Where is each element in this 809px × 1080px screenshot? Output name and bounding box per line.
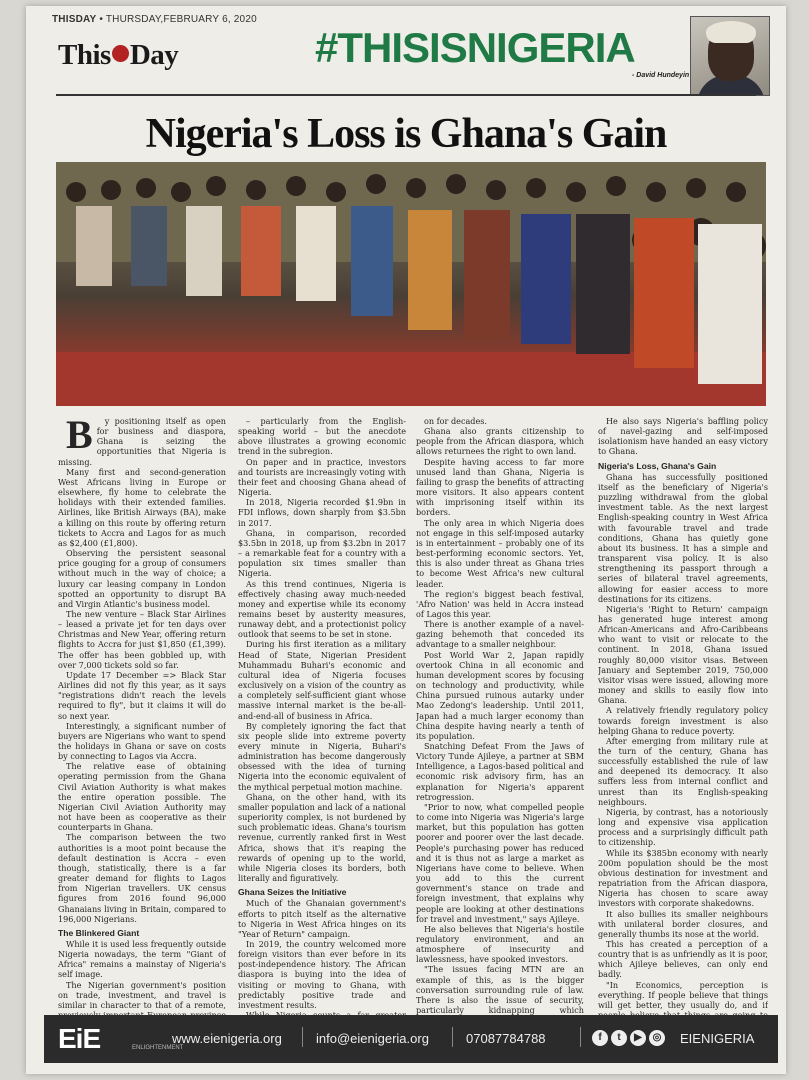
paragraph: The region's biggest beach festival, 'Afro Nation' was held in Accra instead of Lagos this year. xyxy=(416,588,584,619)
paragraph: While its $385bn economy with nearly 200m population should be the most obvious destination for investment and repatriation from the African diaspora, Nigeria has chosen to scare away investors with corporate shakedowns. xyxy=(598,847,768,909)
paragraph: Much of the Ghanaian government's efforts to pitch itself as the alternative to Nigeria in West Africa hinges on its "Year of Return" campaign. xyxy=(238,898,406,939)
social-icons xyxy=(592,1030,665,1046)
article-column-3 xyxy=(416,416,584,1026)
footer-divider xyxy=(580,1027,581,1047)
facebook-icon[interactable]: f xyxy=(592,1030,608,1046)
paragraph: It also bullies its smaller neighbours with unilateral border closures, and generally thumbs its nose at the world. xyxy=(598,908,768,939)
website-link[interactable]: www.eienigeria.org xyxy=(172,1031,282,1046)
instagram-icon[interactable]: ◎ xyxy=(649,1030,665,1046)
paragraph: Despite having access to far more unused land than Ghana, Nigeria is failing to grasp the benefits of attracting more visitors. It also appears content with imprisoning itself within its borders. xyxy=(416,456,584,518)
paragraph: The new venture – Black Star Airlines – leased a private jet for ten days over Christmas and New Year, offering return flights to Accra for just $1,850 (£1,399). The offer has been gobbled up, with over 7,000 tickets sold so far. xyxy=(58,608,226,670)
author-portrait xyxy=(690,16,770,96)
paragraph: There is another example of a navel-gazing behemoth that conceded its advantage to a smaller neighbour. xyxy=(416,619,584,650)
paragraph: This has created a perception of a country that is as unfriendly as it is poor, which Ajileye believes, can only end badly. xyxy=(598,938,768,980)
paragraph: Snatching Defeat From the Jaws of Victory Tunde Ajileye, a partner at SBM Intelligence, a Lagos-based political and economic risk advisory firm, has an explanation for Nigeria's apparent retrogression. xyxy=(416,741,584,802)
article-column-1 xyxy=(58,416,226,1026)
paragraph: The relative ease of obtaining operating permission from the Ghana Civil Aviation Authority is what makes the entire operation possible. The Nigerian Civil Aviation Authority may not have been as cooperative as their counterparts in Ghana. xyxy=(58,761,226,833)
paragraph: "The issues facing MTN are an example of this, as is the bigger conversation surrounding rule of law. There is also the issue of security, particularly kidnapping which xyxy=(416,964,584,1016)
column-byline: - David Hundeyin xyxy=(632,72,690,79)
logo-dot-icon xyxy=(112,45,129,62)
paragraph: Ghana, on the other hand, with its smaller population and lack of a national superiority complex, is not burdened by such problematic ideas. Ghana's tourism revenue, currently ranked first in West Africa, shows that it's reaping the rewards of opening up to the world, while Nigeria closes its borders, both literally and figuratively. xyxy=(238,791,406,884)
dropcap: B xyxy=(66,416,93,457)
paragraph: In 2019, the country welcomed more foreign visitors than ever before in its post-independence history. The African diaspora is buying into the idea of visiting or moving to Ghana, with predictably positive trade and investment results. xyxy=(238,938,406,1010)
paragraph: – particularly from the English-speaking world – but the anecdote above illustrates a growing economic trend in the subregion. xyxy=(238,416,406,457)
eie-tagline: ENLIGHTENMENT xyxy=(132,1045,184,1051)
paragraph: Ghana also grants citizenship to people from the African diaspora, which allows returnees the right to own land. xyxy=(416,426,584,457)
twitter-icon[interactable]: t xyxy=(611,1030,627,1046)
paragraph: Nigeria, by contrast, has a notoriously long and expensive visa application process and a surprisingly difficult path to citizenship. xyxy=(598,806,768,848)
paragraph: y positioning itself as open for business and diaspora, Ghana is seizing the opportunities that Nigeria is missing. xyxy=(58,416,226,467)
thisday-logo: This Day xyxy=(58,39,179,71)
footer-divider xyxy=(302,1027,303,1047)
masthead-rule xyxy=(56,94,756,96)
paragraph: He also says Nigeria's baffling policy of navel-gazing and self-imposed isolationism have handed an easy victory to Ghana. xyxy=(598,416,768,457)
paragraph: Ghana, in comparison, recorded $3.5bn in 2018, up from $3.2bn in 2017 – a remarkable feat for a country with a population six times smaller than Nigeria. xyxy=(238,527,406,579)
paragraph: "Prior to now, what compelled people to come into Nigeria was Nigeria's large market, but this population has gotten poorer and poorer over the last decade. People's purchasing power has reduced and it is thus not as large a market as Nigerians have come to believe. When you add to this the current government's stance on trade and foreign investment, that explains why people are looking at other destinations for travel and investment," says Ajileye. xyxy=(416,801,584,924)
paragraph: "In Economics, perception is everything. If people believe that things will get better, they usually do, and if xyxy=(598,979,768,1010)
paper-name: THISDAY xyxy=(52,14,97,25)
paragraph: Update 17 December => Black Star Airlines did not fly this year, as it says "registrations didn't reach the levels required to fly", but it claims it will do so next year. xyxy=(58,669,226,721)
youtube-icon[interactable]: ▶ xyxy=(630,1030,646,1046)
issue-date: THURSDAY,FEBRUARY 6, 2020 xyxy=(105,14,257,25)
article-body xyxy=(58,416,768,1016)
paragraph: As this trend continues, Nigeria is effectively chasing away much-needed money and expertise while its economy remains beset by austerity measures, runaway debt, and a protectionist policy outlook that seems to be set in stone. xyxy=(238,578,406,640)
paragraph: Post World War 2, Japan rapidly overtook China in all economic and human development scores by focusing on technology and productivity, while China pursued ruinous autarky under Mao Zedong's leadership. Until 2011, Japan had a much larger economy than China despite having nearly a tenth of its population. xyxy=(416,649,584,741)
crowd-illustration xyxy=(56,162,766,406)
paragraph: The Nigerian government's position on trade, investment, and travel is similar in character to that of a remote, xyxy=(58,979,226,1010)
paragraph: After emerging from military rule at the turn of the century, Ghana has successfully established the rule of law and deepened its democracy. It also suffers less from internal conflict and unrest than its English-speaking neighbours. xyxy=(598,735,768,807)
paragraph: He also believes that Nigeria's hostile regulatory environment, and an atmosphere of insecurity and lawlessness, have spooked investors. xyxy=(416,923,584,965)
paragraph: On paper and in practice, investors and tourists are increasingly voting with their feet and choosing Ghana ahead of Nigeria. xyxy=(238,456,406,498)
subheading: The Blinkered Giant xyxy=(58,927,140,938)
paragraph: During his first iteration as a military Head of State, Nigerian President Muhammadu Buhari's economic and cultural idea of Nigeria focuses exclusively on a vision of the country as a completely self-sufficient giant whose massive internal market is the be-all-and-end-all of business in Africa. xyxy=(238,639,406,721)
newspaper-page xyxy=(26,6,786,1074)
article-column-2 xyxy=(238,416,406,1026)
paragraph: While it is used less frequently outside Nigeria nowadays, the term "Giant of Africa" remains a mainstay of Nigeria's self image. xyxy=(58,938,226,980)
event-crowd-photo xyxy=(56,162,766,406)
sponsor-footer-banner xyxy=(44,1015,778,1063)
paragraph: By completely ignoring the fact that six people slide into extreme poverty every minute in Nigeria, Buhari's administration has become dangerously obsessed with the idea of turning Nigeria into the economic equivalent of the mythical perpetual motion machine. xyxy=(238,720,406,792)
running-head: THISDAY • THURSDAY,FEBRUARY 6, 2020 xyxy=(52,14,257,25)
paragraph: Ghana has successfully positioned itself as the beneficiary of Nigeria's puzzling withdrawal from the global investment table. As the next largest English-speaking country in West Africa with favourable travel and trade conditions, Ghana has quietly gone about its business. It has a simple and transparent visa policy. It is also strengthening its passport through a series of bilateral travel agreements, allowing for easier access to more destinations for its citizens. xyxy=(598,471,768,604)
paragraph: The comparison between the two authorities is a moot point because the default destination is Accra – even though, statistically, there is a far greater demand for flights to Lagos from Nigerian travellers. UK census figures from 2016 found 96,000 Ghanaians living in Britain, compared to 196,000 Nigerians. xyxy=(58,832,226,924)
article-column-4 xyxy=(598,416,768,1026)
paragraph: A relatively friendly regulatory policy towards foreign investment is also helping Ghana to reduce poverty. xyxy=(598,705,768,736)
paragraph: Many first and second-generation West Africans living in Europe or elsewhere, fly home to celebrate the holidays with their extended families. Airlines, like British Airways (BA), make a killing on this route by offering return tickets to Accra and Lagos for as much as $2,400 (£1,800). xyxy=(58,466,226,548)
paragraph: In 2018, Nigeria recorded $1.9bn in FDI inflows, down sharply from $3.5bn in 2017. xyxy=(238,497,406,528)
paragraph: Interestingly, a significant number of buyers are Nigerians who want to spend the holidays in Ghana or save on costs by connecting to Lagos via Accra. xyxy=(58,720,226,762)
eie-logo: EiE xyxy=(58,1023,101,1054)
footer-divider xyxy=(452,1027,453,1047)
phone-number: 07087784788 xyxy=(466,1031,546,1046)
paragraph: The only area in which Nigeria does not engage in this self-imposed autarky is in entertainment – probably one of its best-performing economic sectors. Yet, this is also under threat as Ghana tries to become West Africa's new cultural leader. xyxy=(416,517,584,589)
column-title: #THISISNIGERIA xyxy=(315,24,635,71)
paragraph: on for decades. xyxy=(424,416,487,426)
paragraph: Observing the persistent seasonal price gouging for a group of consumers without much in the way of choice; a luxury car leasing company in London spotted an opportunity to disrupt BA and Virgin Atlantic's business model. xyxy=(58,548,226,609)
email-link[interactable]: info@eienigeria.org xyxy=(316,1031,429,1046)
paragraph: Nigeria's 'Right to Return' campaign has generated huge interest among African-Americans and Afro-Caribbeans who want to visit or relocate to the continent. In 2018, Ghana issued roughly 80,000 visitor visas. Between January and September 2019, 750,000 visitor visas were issued, allowing more money and skills to easily flow into Ghana. xyxy=(598,603,768,706)
subheading: Ghana Seizes the Initiative xyxy=(238,887,347,898)
headline: Nigeria's Loss is Ghana's Gain xyxy=(145,111,667,157)
subheading: Nigeria's Loss, Ghana's Gain xyxy=(598,460,717,471)
social-handle: EIENIGERIA xyxy=(680,1031,755,1046)
